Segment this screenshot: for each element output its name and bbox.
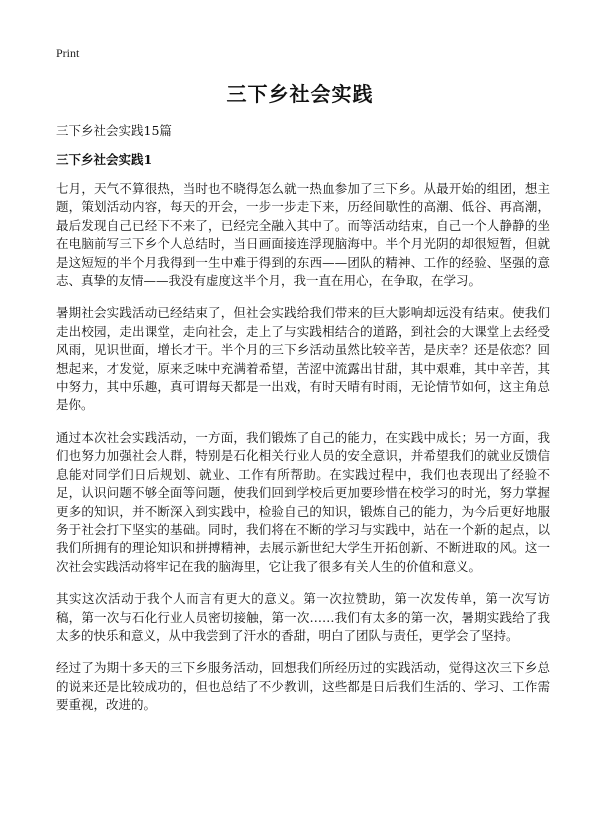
paragraph-2: 暑期社会实践活动已经结束了，但社会实践给我们带来的巨大影响却远没有结束。使我们走出校园，走出课堂，走向社会，走上了与实践相结合的道路，到社会的大课堂上去经受风雨，见识世面，增长才干。半个月的三下乡活动虽然比较辛苦，是庆幸？还是依恋？回想起来，才发觉，原来乏味中充满着希望，苦涩中流露出甘甜，其中艰难，其中辛苦，其中努力，其中乐趣，真可谓每天都是一出戏，有时天晴有时雨，无论情节如何，这主角总是你。 [56, 305, 550, 413]
paragraph-1: 七月，天气不算很热，当时也不晓得怎么就一热血参加了三下乡。从最开始的组团，想主题，策划活动内容，每天的开会，一步一步走下来，历经间歇性的高潮、低谷、再高潮，最后发现自己已经下不来了，已经完全融入其中了。而等活动结束，自己一个人静静的坐在电脑前写三下乡个人总结时，当日画面接连浮现脑海中。半个月光阴的却很短暂，但就是这短短的半个月我得到一生中难于得到的东西——团队的精神、工作的经验、坚强的意志、真挚的友情——我没有虚度这半个月，我一直在用心，在争取，在学习。 [56, 181, 550, 289]
paragraph-5: 经过了为期十多天的三下乡服务活动，回想我们所经历过的实践活动，觉得这次三下乡总的说来还是比较成功的，但也总结了不少教训，这些都是日后我们生活的、学习、工作需要重视，改进的。 [56, 660, 550, 713]
paragraph-4: 其实这次活动于我个人而言有更大的意义。第一次拉赞助，第一次发传单，第一次写访稿，第一次与石化行业人员密切接触，第一次……我们有太多的第一次，暑期实践给了我太多的快乐和意义，从中我尝到了汗水的香甜，明白了团队与责任，更学会了坚持。 [56, 591, 550, 643]
article-body [56, 180, 550, 729]
paragraph-3: 通过本次社会实践活动，一方面，我们锻炼了自己的能力，在实践中成长；另一方面，我们也努力加强社会人群，特别是石化相关行业人员的安全意识，并希望我们的就业反馈信息能对同学们日后规划、就业、工作有所帮助。在实践过程中，我们也表现出了经验不足，认识问题不够全面等问题，使我们回到学校后更加要珍惜在校学习的时光，努力掌握更多的知识，并不断深入到实践中，检验自己的知识，锻炼自己的能力，为今后更好地服务于社会打下坚实的基础。同时，我们将在不断的学习与实践中，站在一个新的起点，以我们所拥有的理论知识和拼搏精神，去展示新世纪大学生开拓创新、不断进取的风。这一次社会实践活动将牢记在我的脑海里，它让我了很多有关人生的价值和意义。 [56, 429, 550, 574]
print-link[interactable]: Print [56, 46, 80, 60]
document-subtitle: 三下乡社会实践15篇 [56, 123, 172, 138]
section-heading: 三下乡社会实践1 [56, 152, 153, 167]
page-title: 三下乡社会实践 [226, 82, 374, 106]
